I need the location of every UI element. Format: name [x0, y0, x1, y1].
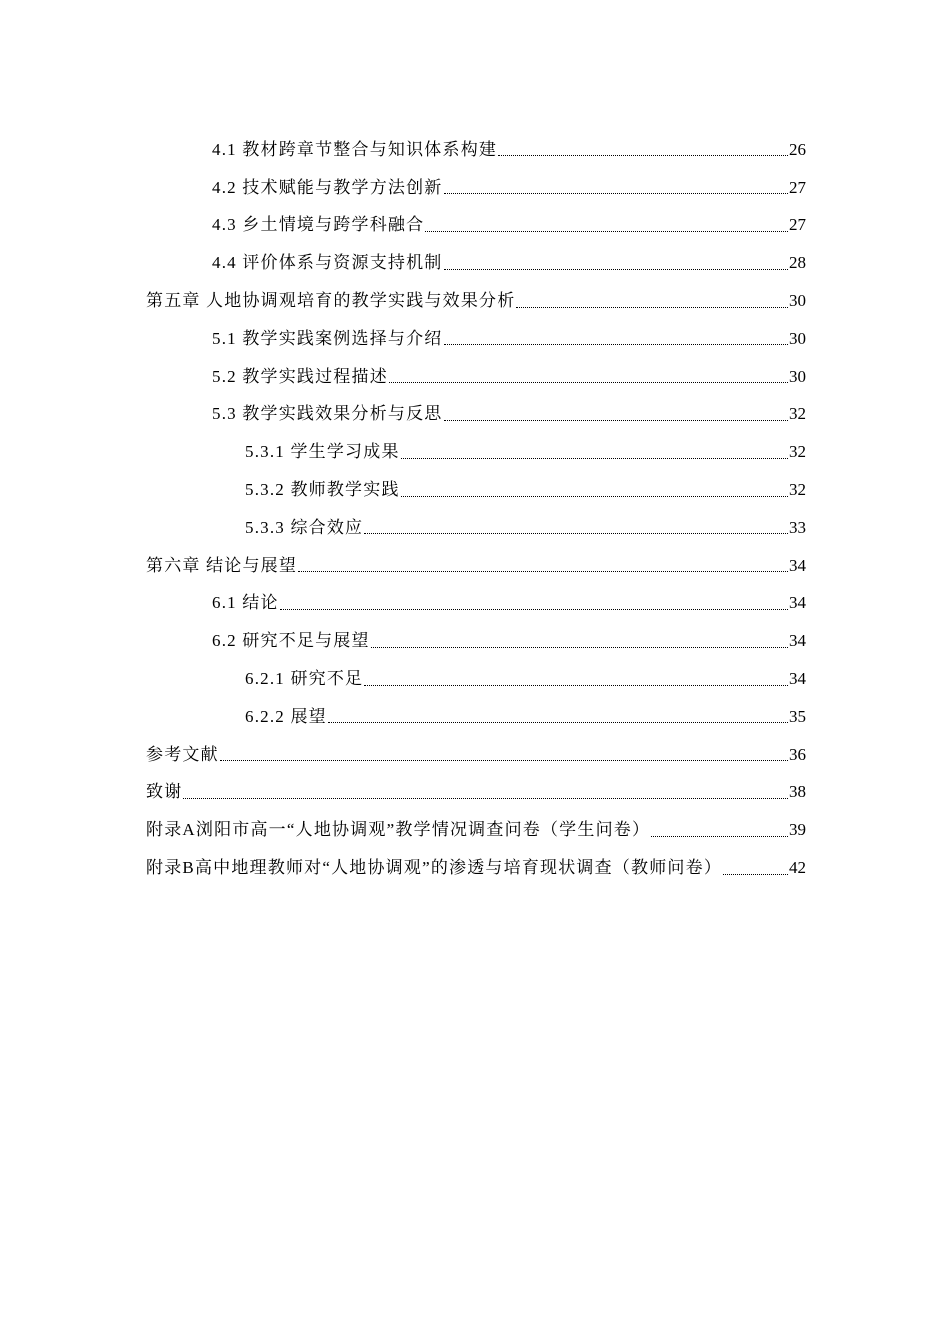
- dot-leader: [444, 269, 789, 270]
- table-of-contents: [0, 131, 950, 887]
- dot-leader: [444, 193, 789, 194]
- toc-entry-page-number: 27: [789, 215, 806, 235]
- toc-entry-title: 5.3 教学实践效果分析与反思: [212, 404, 443, 424]
- toc-entry-page-number: 26: [789, 139, 806, 159]
- toc-entry-title: 5.1 教学实践案例选择与介绍: [212, 328, 443, 348]
- toc-entry-title: 致谢: [146, 782, 183, 802]
- toc-entry-title: 5.2 教学实践过程描述: [212, 366, 388, 386]
- dot-leader: [389, 382, 788, 383]
- toc-entry[interactable]: [146, 811, 806, 849]
- dot-leader: [498, 155, 788, 156]
- toc-entry-title: 第六章 结论与展望: [146, 555, 298, 575]
- dot-leader: [444, 420, 789, 421]
- toc-entry-page-number: 36: [789, 744, 806, 764]
- dot-leader: [444, 344, 789, 345]
- toc-entry[interactable]: [212, 396, 806, 434]
- dot-leader: [651, 836, 788, 837]
- toc-entry[interactable]: [245, 509, 806, 547]
- toc-entry-page-number: 42: [789, 858, 806, 878]
- toc-entry-page-number: 30: [789, 328, 806, 348]
- toc-entry[interactable]: [245, 433, 806, 471]
- toc-entry-page-number: 38: [789, 782, 806, 802]
- dot-leader: [516, 307, 788, 308]
- toc-entry-page-number: 27: [789, 177, 806, 197]
- toc-entry-title: 6.2.1 研究不足: [245, 669, 364, 689]
- toc-entry[interactable]: [245, 660, 806, 698]
- toc-entry-page-number: 32: [789, 480, 806, 500]
- toc-entry-title: 6.1 结论: [212, 593, 279, 613]
- toc-entry-title: 4.1 教材跨章节整合与知识体系构建: [212, 139, 498, 159]
- toc-entry-title: 4.4 评价体系与资源支持机制: [212, 253, 443, 273]
- dot-leader: [723, 874, 788, 875]
- toc-entry[interactable]: [212, 358, 806, 396]
- dot-leader: [280, 609, 788, 610]
- toc-entry-title: 5.3.2 教师教学实践: [245, 480, 400, 500]
- toc-entry-page-number: 34: [789, 669, 806, 689]
- toc-entry-title: 6.2 研究不足与展望: [212, 631, 370, 651]
- toc-entry-page-number: 34: [789, 593, 806, 613]
- toc-entry-title: 4.3 乡土情境与跨学科融合: [212, 215, 425, 235]
- toc-entry[interactable]: [245, 698, 806, 736]
- toc-entry[interactable]: [146, 774, 806, 812]
- dot-leader: [183, 798, 788, 799]
- toc-entry[interactable]: [212, 131, 806, 169]
- toc-entry[interactable]: [245, 471, 806, 509]
- toc-entry[interactable]: [146, 547, 806, 585]
- toc-entry-title: 参考文献: [146, 744, 219, 764]
- toc-entry-title: 5.3.1 学生学习成果: [245, 442, 400, 462]
- toc-entry-title: 6.2.2 展望: [245, 706, 327, 726]
- dot-leader: [364, 685, 788, 686]
- toc-entry[interactable]: [146, 736, 806, 774]
- toc-entry-page-number: 39: [789, 820, 806, 840]
- toc-entry-page-number: 34: [789, 555, 806, 575]
- toc-entry-title: 5.3.3 综合效应: [245, 517, 364, 537]
- toc-entry-page-number: 35: [789, 706, 806, 726]
- toc-entry-title: 4.2 技术赋能与教学方法创新: [212, 177, 443, 197]
- toc-entry-page-number: 30: [789, 291, 806, 311]
- toc-entry[interactable]: [212, 585, 806, 623]
- toc-entry-page-number: 32: [789, 404, 806, 424]
- toc-entry[interactable]: [212, 244, 806, 282]
- toc-entry-page-number: 32: [789, 442, 806, 462]
- dot-leader: [220, 760, 788, 761]
- toc-entry[interactable]: [212, 207, 806, 245]
- toc-entry-page-number: 30: [789, 366, 806, 386]
- dot-leader: [425, 231, 788, 232]
- toc-entry[interactable]: [212, 622, 806, 660]
- toc-entry[interactable]: [212, 169, 806, 207]
- toc-entry-title: 第五章 人地协调观培育的教学实践与效果分析: [146, 291, 516, 311]
- dot-leader: [364, 533, 788, 534]
- dot-leader: [401, 496, 788, 497]
- toc-entry-title: 附录B高中地理教师对“人地协调观”的渗透与培育现状调查（教师问卷）: [146, 858, 723, 878]
- dot-leader: [328, 722, 788, 723]
- toc-entry-page-number: 34: [789, 631, 806, 651]
- dot-leader: [298, 571, 788, 572]
- toc-entry[interactable]: [146, 849, 806, 887]
- dot-leader: [401, 458, 788, 459]
- toc-entry-title: 附录A浏阳市高一“人地协调观”教学情况调查问卷（学生问卷）: [146, 820, 651, 840]
- toc-entry-page-number: 33: [789, 517, 806, 537]
- toc-entry[interactable]: [212, 320, 806, 358]
- toc-entry-page-number: 28: [789, 253, 806, 273]
- toc-entry[interactable]: [146, 282, 806, 320]
- dot-leader: [371, 647, 788, 648]
